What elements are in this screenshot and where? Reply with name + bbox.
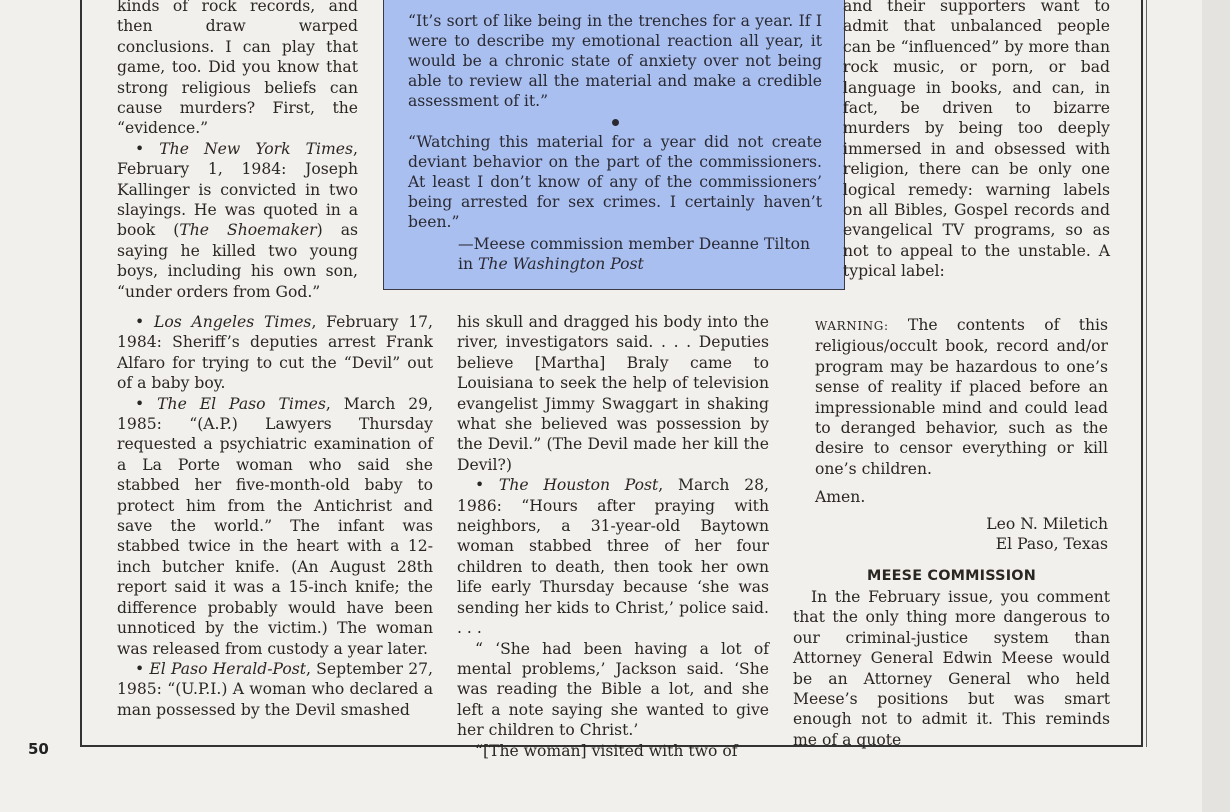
paragraph: kinds of rock records, and then draw warped conclusions. I can play that game, too. Did you know that strong religious beliefs can cause murders? First, the “evidence.” xyxy=(117,0,358,138)
page-frame-right xyxy=(1141,0,1143,747)
source-title: The Houston Post xyxy=(498,476,659,495)
signature-name: Leo N. Miletich xyxy=(986,514,1108,533)
warning-paragraph: WARNING: The contents of this religious/occult book, record and/or program may be hazardous to one’s sense of reality if placed before an impressionable mind and could lead to deranged behavior, such as the desire to censor everything or kill one’s children. xyxy=(815,316,1108,478)
paragraph: his skull and dragged his body into the river, investigators said. . . . Deputies believe [Martha] Braly came to Louisiana to seek the help of television evangelist Jimmy Swaggart in shaking what she believed was possession by the Devil.” (The Devil made her kill the Devil?) xyxy=(457,313,769,474)
source-title: El Paso Herald-Post xyxy=(149,659,306,678)
letter-column-3-bottom xyxy=(793,315,1110,750)
letter-column-1-top xyxy=(117,0,358,302)
page-frame-right-inner xyxy=(1146,0,1147,747)
paragraph-la-times: • Los Angeles Times, February 17, 1984: Sheriff’s deputies arrest Frank Alfaro for trying to cut the “Devil” out of a baby boy. xyxy=(117,313,433,393)
signature-place: El Paso, Texas xyxy=(995,535,1108,554)
paragraph-houston-post: • The Houston Post, March 28, 1986: “Hours after praying with neighbors, a 31-year-old Baytown woman stabbed three of her four children to death, then took her own life early Thursday because ‘she was sending her kids to Christ,’ police said. . . . xyxy=(457,476,769,638)
pull-quote-1: “It’s sort of like being in the trenches for a year. If I were to describe my emotional reaction all year, it would be a chronic state of anxiety over not being able to review all the material and make a credible assessment of it.” xyxy=(408,12,822,110)
letter-column-1-bottom xyxy=(117,312,433,720)
paragraph: and their supporters want to admit that unbalanced people can be “influenced” by more than rock music, or porn, or bad language in books, and can, in fact, be driven to bizarre murders by being too deeply immersed in and obsessed with religion, there can be only one logical remedy: warning labels on all Bibles, Gospel records and evangelical TV programs, so as not to appeal to the unstable. A typical label: xyxy=(843,0,1110,281)
page-frame-left xyxy=(80,0,82,747)
quote-attribution: —Meese commission member Deanne Tilton in The Washington Post xyxy=(458,235,811,273)
paragraph: “[The woman] visited with two of xyxy=(475,741,738,760)
page-number: 50 xyxy=(28,740,49,758)
bullet-separator-icon xyxy=(612,119,619,126)
paragraph: “ ‘She had been having a lot of mental problems,’ Jackson said. ‘She was reading the Bible a lot, and she left a note saying she wanted to give her children to Christ.’ xyxy=(457,639,769,740)
letter-column-3-top xyxy=(843,0,1110,282)
source-title: The El Paso Times xyxy=(157,394,326,413)
letter-column-2 xyxy=(457,312,769,761)
section-headline: MEESE COMMISSION xyxy=(867,568,1036,585)
paragraph-herald-post: • El Paso Herald-Post, September 27, 1985: “(U.P.I.) A woman who declared a man possessed by the Devil smashed xyxy=(117,659,433,719)
source-title: The New York Times xyxy=(159,139,354,158)
amen-line: Amen. xyxy=(815,488,866,507)
warning-label: WARNING: xyxy=(815,319,889,333)
paragraph-meese: In the February issue, you comment that the only thing more dangerous to our criminal-justice system than Attorney General Edwin Meese would be an Attorney General who held Meese’s positions but was smart enough not to admit it. This reminds me of a quote xyxy=(793,587,1110,749)
pull-quote-box xyxy=(383,0,845,290)
book-title: The Shoemaker xyxy=(179,221,317,240)
source-title: Los Angeles Times xyxy=(153,313,312,331)
pull-quote-2: “Watching this material for a year did not create deviant behavior on the part of the commissioners. At least I don’t know of any of the commissioners’ being arrested for sex crimes. I certainly haven’t been.” xyxy=(408,133,822,231)
paragraph-nyt: • The New York Times, February 1, 1984: Joseph Kallinger is convicted in two slayings. He was quoted in a book (The Shoemaker) as saying he killed two young boys, including his own son, “under orders from God.” xyxy=(117,139,359,301)
paragraph-el-paso-times: • The El Paso Times, March 29, 1985: “(A.P.) Lawyers Thursday requested a psychiatric examination of a La Porte woman who said she stabbed her five-month-old baby to protect him from the Antichrist and save the world.” The infant was stabbed twice in the heart with a 12-inch butcher knife. (An August 28th report said it was a 15-inch knife; the difference probably would have been unnoticed by the victim.) The woman was released from custody a year later. xyxy=(117,394,433,658)
page-edge-shadow xyxy=(1202,0,1230,812)
